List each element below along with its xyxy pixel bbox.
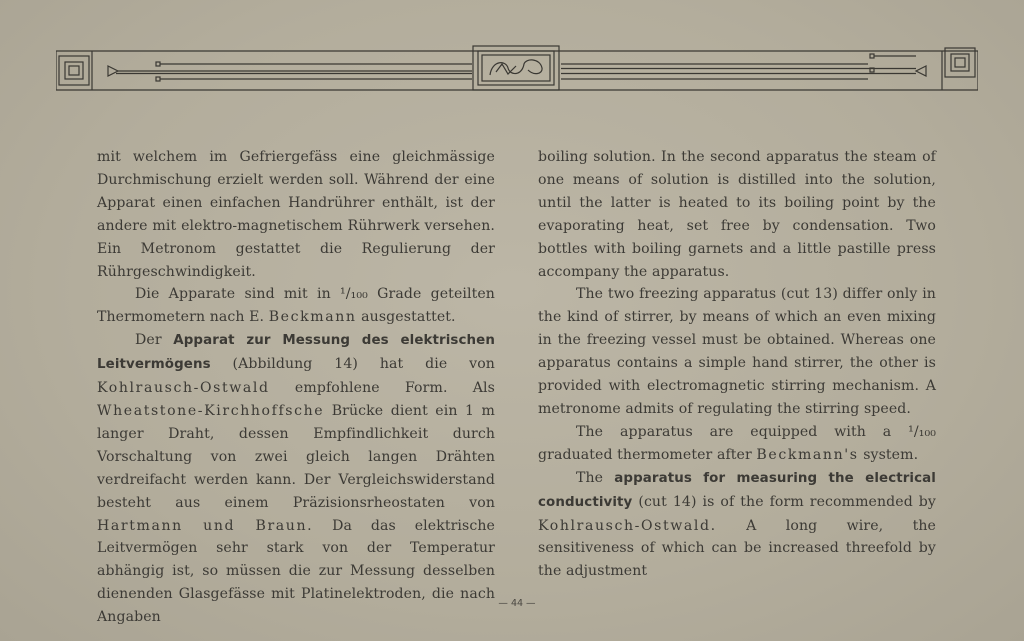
- paragraph-text: Grade geteilten Thermometern nach E.: [97, 286, 495, 326]
- fraction: ¹/₁₀₀: [908, 423, 936, 440]
- person-name: Wheatstone-Kirchhoffsche: [97, 402, 325, 419]
- page-number: — 44 —: [498, 598, 536, 609]
- paragraph: [97, 146, 495, 283]
- company-name: Hartmann und Braun.: [97, 517, 314, 534]
- paragraph-text: graduated thermometer after: [538, 446, 752, 463]
- right-column-english: [538, 146, 936, 583]
- paragraph-text: system.: [863, 446, 919, 463]
- paragraph: [538, 467, 936, 584]
- paragraph-text: The two freezing apparatus (cut 13) differ only in the kind of stirrer, by means of which an even mixing in the freezing vessel must be obtained. Whereas one apparatus contains a simple hand stirrer, the other is provided with electromagnetic stirring mechanism. A metronome admits of regulating the stirring speed.: [538, 286, 936, 417]
- paragraph: [97, 283, 495, 329]
- paragraph: [538, 283, 936, 420]
- paragraph-text: mit welchem im Gefriergefäss eine gleichmässige Durchmischung erzielt werden soll. Während der eine Apparat einen einfachen Handrührer enthält, ist der andere mit elektro-magnetischem Rührwerk versehen. Ein Metronom gestattet die Regulierung der Rührgeschwindigkeit.: [97, 149, 495, 280]
- bold-term: apparatus for measuring the electrical conductivity: [538, 470, 936, 510]
- paragraph: [538, 146, 936, 283]
- left-column-german: [97, 146, 495, 629]
- paragraph-text: Brücke dient ein 1 m langer Draht, dessen Empfindlichkeit durch Vorschaltung von zwei gleich langen Drähten verdreifacht werden kann. Der Vergleichswiderstand besteht aus einem Präzisionsrheostaten von: [97, 402, 495, 511]
- paragraph-text: Da das elektrische Leitvermögen sehr stark von der Temperatur abhängig ist, so müssen die zur Messung desselben dienenden Glasgefässe mit Platinelektroden, die nach Angaben: [97, 517, 495, 626]
- paragraph-text: The apparatus are equipped with a: [576, 423, 892, 440]
- bold-term: Apparat zur Messung des elektrischen Leitvermögens: [97, 333, 495, 373]
- paragraph-text: Der: [135, 332, 162, 349]
- paragraph-text: The: [576, 469, 604, 486]
- header-ornament: [56, 42, 978, 92]
- paragraph-text: ausgestattet.: [361, 309, 456, 326]
- person-name: Beckmann's: [756, 446, 859, 463]
- paragraph-text: (Abbildung 14) hat die von: [232, 356, 495, 373]
- paragraph-text: Die Apparate sind mit in: [135, 286, 331, 303]
- person-name: Kohlrausch-Ostwald: [97, 380, 270, 397]
- fraction: ¹/₁₀₀: [340, 286, 368, 303]
- paragraph-text: A long wire, the sensitiveness of which can be increased threefold by the adjustment: [538, 517, 936, 580]
- paragraph: [538, 421, 936, 467]
- paragraph: [97, 329, 495, 629]
- paragraph-text: (cut 14) is of the form recommended by: [638, 493, 936, 510]
- person-name: Kohlrausch-Ostwald.: [538, 517, 717, 534]
- paragraph-text: boiling solution. In the second apparatus the steam of one means of solution is distilled into the solution, until the latter is heated to its boiling point by the evaporating heat, set free by condensation. Two bottles with boiling garnets and a little pastille press accompany the apparatus.: [538, 149, 936, 280]
- person-name: Beckmann: [268, 309, 357, 326]
- paragraph-text: empfohlene Form. Als: [294, 380, 495, 397]
